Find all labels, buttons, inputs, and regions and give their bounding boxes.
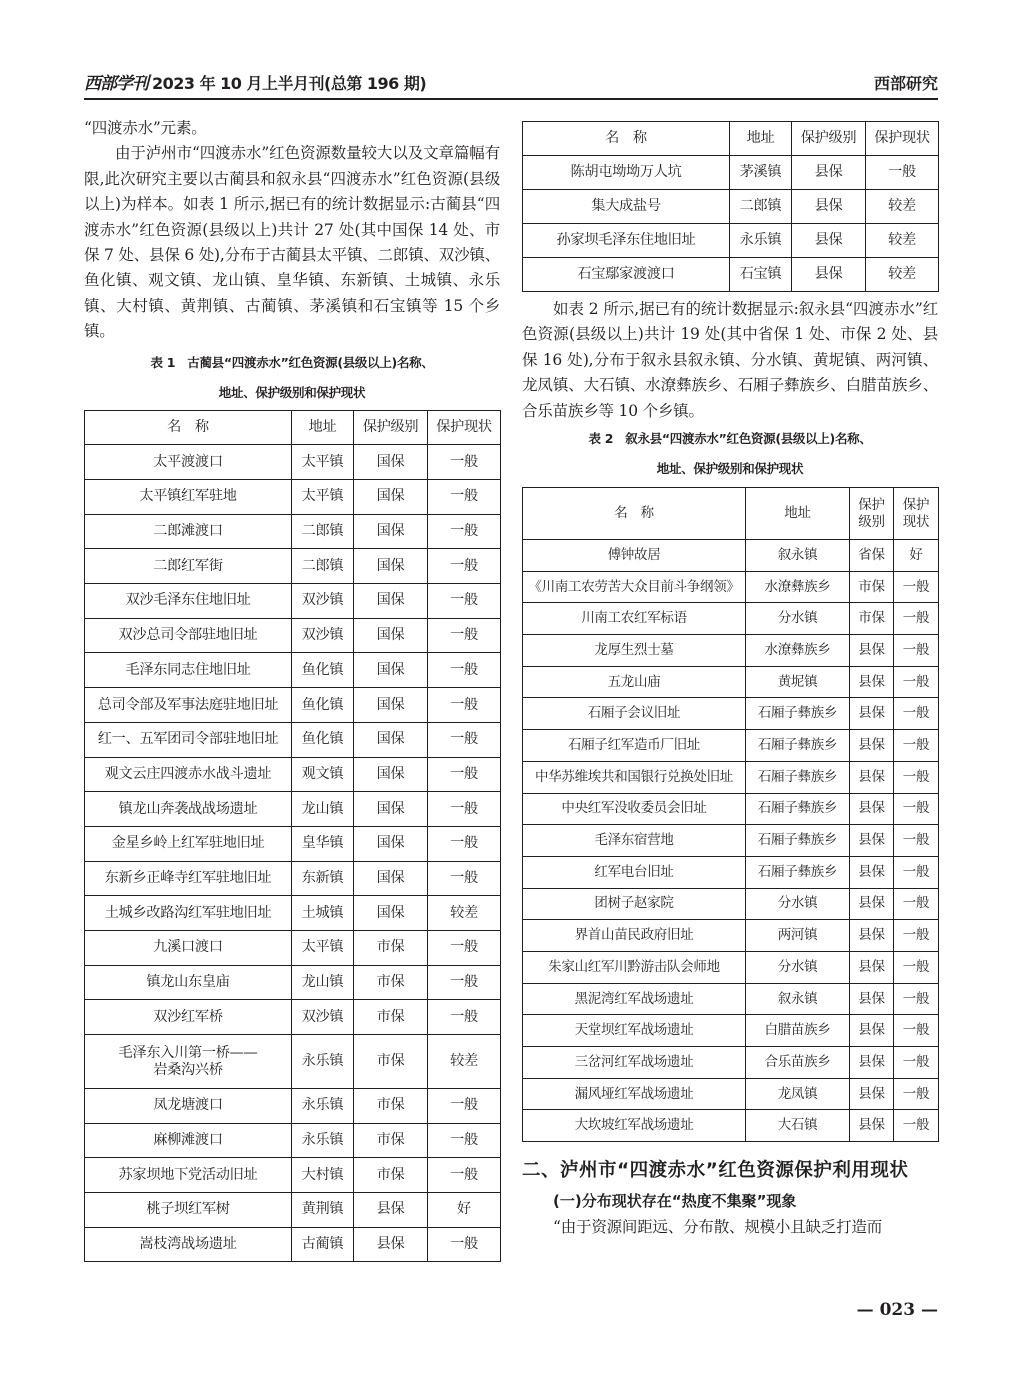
table-cell: 一般 xyxy=(894,920,939,952)
table-cell: 市保 xyxy=(850,603,894,635)
table-cell: 一般 xyxy=(428,930,501,965)
table-cell: 中华苏维埃共和国银行兑换处旧址 xyxy=(523,761,746,793)
table-cell: 双沙镇 xyxy=(292,1000,354,1035)
table-cell: 一般 xyxy=(894,825,939,857)
table-cell: 永乐镇 xyxy=(730,224,792,258)
table-row xyxy=(523,856,939,888)
table-cell: 石厢子彝族乡 xyxy=(746,856,850,888)
table-cell: 二郎镇 xyxy=(730,190,792,224)
column-header: 地址 xyxy=(730,122,792,156)
table-cell: 国保 xyxy=(354,861,428,896)
table-cell: 水潦彝族乡 xyxy=(746,571,850,603)
table-cell: 县保 xyxy=(850,920,894,952)
table-cell: 太平镇 xyxy=(292,445,354,480)
table-cell: 黑泥湾红军战场遗址 xyxy=(523,983,746,1015)
table-cell: 苏家坝地下党活动旧址 xyxy=(85,1158,292,1193)
table-cell: 市保 xyxy=(354,965,428,1000)
column-header: 保护现状 xyxy=(428,410,501,445)
table-cell: 双沙红军桥 xyxy=(85,1000,292,1035)
table-cell: 县保 xyxy=(354,1193,428,1228)
table-cell: 土城镇 xyxy=(292,896,354,931)
table-cell: 傅钟故居 xyxy=(523,540,746,572)
table-row xyxy=(523,1110,939,1142)
table-row xyxy=(523,635,939,667)
table-cell: 古蔺镇 xyxy=(292,1227,354,1262)
table-cell: 叙永镇 xyxy=(746,983,850,1015)
table-cell: 一般 xyxy=(894,856,939,888)
table-cell: 一般 xyxy=(894,983,939,1015)
table-cell: 一般 xyxy=(428,1123,501,1158)
table-row xyxy=(523,603,939,635)
table-cell: 一般 xyxy=(894,1110,939,1142)
table-cell: 水潦彝族乡 xyxy=(746,635,850,667)
section-name: 西部研究 xyxy=(873,74,938,93)
table-cell: 一般 xyxy=(428,1227,501,1262)
table-cell: 市保 xyxy=(354,1000,428,1035)
table-cell: 国保 xyxy=(354,688,428,723)
table-cell: 好 xyxy=(428,1193,501,1228)
table-header-row xyxy=(523,122,939,156)
table-cell: 国保 xyxy=(354,653,428,688)
table-cell: 县保 xyxy=(850,856,894,888)
table-cell: 一般 xyxy=(866,156,939,190)
table-cell: 一般 xyxy=(428,618,501,653)
table-cell: 大石镇 xyxy=(746,1110,850,1142)
table-cell: 永乐镇 xyxy=(292,1035,354,1089)
table-cell: 毛泽东宿营地 xyxy=(523,825,746,857)
table-cell: 县保 xyxy=(354,1227,428,1262)
table-cell: 一般 xyxy=(894,951,939,983)
table-row xyxy=(523,761,939,793)
table-cell: 石厢子彝族乡 xyxy=(746,730,850,762)
table-cell: 一般 xyxy=(428,549,501,584)
table-cell: 一般 xyxy=(894,793,939,825)
table-cell: 石厢子会议旧址 xyxy=(523,698,746,730)
table-cell: 一般 xyxy=(894,635,939,667)
table-header-row xyxy=(85,410,501,445)
table-row xyxy=(523,793,939,825)
table-row xyxy=(523,1047,939,1079)
table-cell: 双沙总司令部驻地旧址 xyxy=(85,618,292,653)
table-row xyxy=(85,514,501,549)
table-cell: 龙厚生烈士墓 xyxy=(523,635,746,667)
table-cell: 一般 xyxy=(428,445,501,480)
table-row xyxy=(85,826,501,861)
table2-caption xyxy=(522,424,938,484)
paragraph-continued: “四渡赤水”元素。 xyxy=(84,119,207,137)
table-cell: 县保 xyxy=(792,156,866,190)
subsection-heading: (一)分布现状存在“热度不集聚”现象 xyxy=(553,1192,797,1211)
table-cell: 国保 xyxy=(354,445,428,480)
column-header: 保护 级别 xyxy=(850,488,894,540)
table-cell: 国保 xyxy=(354,896,428,931)
table-cell: 县保 xyxy=(850,825,894,857)
table-cell: 石厢子彝族乡 xyxy=(746,698,850,730)
table-cell: 分水镇 xyxy=(746,888,850,920)
table-row xyxy=(85,1193,501,1228)
table-cell: 天堂坝红军战场遗址 xyxy=(523,1015,746,1047)
table2-caption-line1: 表 2 叙永县“四渡赤水”红色资源(县级以上)名称、 xyxy=(588,431,872,447)
table-row xyxy=(523,224,939,258)
table-row xyxy=(523,730,939,762)
table-cell: 太平镇红军驻地 xyxy=(85,480,292,515)
table-row xyxy=(85,896,501,931)
table-cell: 《川南工农劳苦大众目前斗争纲领》 xyxy=(523,571,746,603)
table-cell: 较差 xyxy=(866,224,939,258)
table-cell: 双沙镇 xyxy=(292,618,354,653)
table-cell: 两河镇 xyxy=(746,920,850,952)
column-header: 保护现状 xyxy=(866,122,939,156)
table-cell: 嵩枝湾战场遗址 xyxy=(85,1227,292,1262)
column-header: 名 称 xyxy=(523,122,730,156)
table-cell: 集大成盐号 xyxy=(523,190,730,224)
table-cell: 二郎滩渡口 xyxy=(85,514,292,549)
table-cell: 国保 xyxy=(354,757,428,792)
table-cell: 永乐镇 xyxy=(292,1123,354,1158)
table-cell: 中央红军没收委员会旧址 xyxy=(523,793,746,825)
table-cell: 二郎镇 xyxy=(292,514,354,549)
table-cell: 东新镇 xyxy=(292,861,354,896)
column-header: 名 称 xyxy=(523,488,746,540)
table-row xyxy=(85,445,501,480)
table-row xyxy=(523,571,939,603)
table-row xyxy=(85,722,501,757)
table-cell: 毛泽东入川第一桥—— 岩桑沟兴桥 xyxy=(85,1035,292,1089)
table-cell: 石厢子彝族乡 xyxy=(746,761,850,793)
table-cell: 市保 xyxy=(354,1123,428,1158)
table-cell: 鱼化镇 xyxy=(292,722,354,757)
table-row xyxy=(523,666,939,698)
table-cell: 总司令部及军事法庭驻地旧址 xyxy=(85,688,292,723)
table-cell: 县保 xyxy=(850,666,894,698)
table-1-continued xyxy=(522,121,939,292)
table-row xyxy=(85,1123,501,1158)
table-row xyxy=(523,540,939,572)
table-cell: 一般 xyxy=(428,514,501,549)
page-number: — 023 — xyxy=(856,1300,938,1320)
table-cell: 桃子坝红军树 xyxy=(85,1193,292,1228)
table-row xyxy=(523,951,939,983)
table-cell: 叙永镇 xyxy=(746,540,850,572)
table-row xyxy=(85,1089,501,1124)
table-cell: 孙家坝毛泽东住地旧址 xyxy=(523,224,730,258)
table-cell: 较差 xyxy=(866,190,939,224)
table-cell: 龙凤镇 xyxy=(746,1078,850,1110)
table-cell: 一般 xyxy=(428,1089,501,1124)
table-cell: 鱼化镇 xyxy=(292,653,354,688)
table-cell: 团树子赵家院 xyxy=(523,888,746,920)
table-row xyxy=(85,618,501,653)
table-row xyxy=(85,792,501,827)
table-row xyxy=(85,1158,501,1193)
table-cell: 一般 xyxy=(894,1047,939,1079)
table-cell: 一般 xyxy=(894,1078,939,1110)
column-header: 保护级别 xyxy=(792,122,866,156)
table-cell: 一般 xyxy=(894,730,939,762)
table-cell: 一般 xyxy=(428,861,501,896)
table-row xyxy=(85,1000,501,1035)
table-cell: 好 xyxy=(894,540,939,572)
table-2 xyxy=(522,487,939,1142)
table-cell: 朱家山红军川黔游击队会师地 xyxy=(523,951,746,983)
table-header-row xyxy=(523,488,939,540)
table-row xyxy=(85,1227,501,1262)
table-cell: 县保 xyxy=(850,983,894,1015)
table-cell: 一般 xyxy=(894,603,939,635)
table-cell: 县保 xyxy=(850,1078,894,1110)
table-cell: 永乐镇 xyxy=(292,1089,354,1124)
table-row xyxy=(85,688,501,723)
table-cell: 一般 xyxy=(894,571,939,603)
table-cell: 县保 xyxy=(850,1015,894,1047)
table-row xyxy=(85,930,501,965)
table-cell: 县保 xyxy=(850,761,894,793)
table-cell: 市保 xyxy=(354,1158,428,1193)
table-cell: 市保 xyxy=(354,930,428,965)
table-cell: 国保 xyxy=(354,514,428,549)
page-header xyxy=(84,70,938,100)
table-cell: 一般 xyxy=(428,792,501,827)
table-row xyxy=(523,888,939,920)
table-cell: 分水镇 xyxy=(746,603,850,635)
header-left xyxy=(84,69,426,94)
table-cell: 市保 xyxy=(354,1035,428,1089)
table-cell: 东新乡正峰寺红军驻地旧址 xyxy=(85,861,292,896)
table-cell: 大村镇 xyxy=(292,1158,354,1193)
table-cell: 县保 xyxy=(792,224,866,258)
table-cell: 一般 xyxy=(894,698,939,730)
table-cell: 一般 xyxy=(428,1158,501,1193)
table-cell: 毛泽东同志住地旧址 xyxy=(85,653,292,688)
table-cell: 一般 xyxy=(428,826,501,861)
paragraph-intro: 由于泸州市“四渡赤水”红色资源数量较大以及文章篇幅有限,此次研究主要以古蔺县和叙永县“四渡赤水”红色资源(县级以上)为样本。如表 1 所示,据已有的统计数据显示:古蔺县“四渡赤水”红色资源(县级以上)共计 27 处(其中国保 14 处、市保 7 处、县保 6 处),分布于古蔺县太平镇、二郎镇、双沙镇、鱼化镇、观文镇、龙山镇、皇华镇、东新镇、土城镇、永乐镇、大村镇、黄荆镇、古蔺镇、茅溪镇和石宝镇等 15 个乡镇。 xyxy=(84,144,501,341)
table-row xyxy=(85,584,501,619)
table-cell: 茅溪镇 xyxy=(730,156,792,190)
table-cell: 国保 xyxy=(354,584,428,619)
table-cell: 一般 xyxy=(894,666,939,698)
table-cell: 石宝鄢家渡渡口 xyxy=(523,258,730,292)
issue-info: 2023 年 10 月上半月刊(总第 196 期) xyxy=(152,74,427,93)
paragraph-table2-intro: 如表 2 所示,据已有的统计数据显示:叙永县“四渡赤水”红色资源(县级以上)共计 19 处(其中省保 1 处、市保 2 处、县保 16 处),分布于叙永县叙永镇、分水镇、黄坭镇、两河镇、龙凤镇、大石镇、水潦彝族乡、石厢子彝族乡、白腊苗族乡、合乐苗族乡等 10 个乡镇。 xyxy=(522,300,938,420)
table2-caption-line2: 地址、保护级别和保护现状 xyxy=(656,461,804,477)
table-cell: 黄坭镇 xyxy=(746,666,850,698)
table-cell: 分水镇 xyxy=(746,951,850,983)
table-row xyxy=(85,653,501,688)
table-row xyxy=(85,757,501,792)
table-cell: 石厢子彝族乡 xyxy=(746,793,850,825)
table-cell: 国保 xyxy=(354,792,428,827)
table-cell: 白腊苗族乡 xyxy=(746,1015,850,1047)
table-cell: 一般 xyxy=(428,653,501,688)
table-cell: 县保 xyxy=(850,698,894,730)
table-cell: 国保 xyxy=(354,826,428,861)
table-cell: 国保 xyxy=(354,549,428,584)
table-cell: 石厢子红军造币厂旧址 xyxy=(523,730,746,762)
table-cell: 红军电台旧址 xyxy=(523,856,746,888)
table-cell: 市保 xyxy=(354,1089,428,1124)
column-header: 名 称 xyxy=(85,410,292,445)
paragraph-final: “由于资源间距远、分布散、规模小且缺乏打造而 xyxy=(553,1218,883,1237)
table-cell: 一般 xyxy=(894,761,939,793)
table-cell: 镇龙山奔袭战战场遗址 xyxy=(85,792,292,827)
table-row xyxy=(85,861,501,896)
table-cell: 一般 xyxy=(428,1000,501,1035)
table-cell: 凤龙塘渡口 xyxy=(85,1089,292,1124)
table-1 xyxy=(84,410,501,1263)
table-cell: 大坎坡红军战场遗址 xyxy=(523,1110,746,1142)
table-cell: 三岔河红军战场遗址 xyxy=(523,1047,746,1079)
table-cell: 黄荆镇 xyxy=(292,1193,354,1228)
table-row xyxy=(523,156,939,190)
table-cell: 镇龙山东皇庙 xyxy=(85,965,292,1000)
table-cell: 县保 xyxy=(850,730,894,762)
table-cell: 龙山镇 xyxy=(292,792,354,827)
table-cell: 太平镇 xyxy=(292,480,354,515)
section-heading: 二、泸州市“四渡赤水”红色资源保护利用现状 xyxy=(522,1160,909,1182)
table-cell: 国保 xyxy=(354,480,428,515)
table-cell: 鱼化镇 xyxy=(292,688,354,723)
table-cell: 观文云庄四渡赤水战斗遗址 xyxy=(85,757,292,792)
table-cell: 一般 xyxy=(428,722,501,757)
table-cell: 陈胡屯坳坳万人坑 xyxy=(523,156,730,190)
table-row xyxy=(85,549,501,584)
table-cell: 合乐苗族乡 xyxy=(746,1047,850,1079)
table-cell: 漏风垭红军战场遗址 xyxy=(523,1078,746,1110)
left-column xyxy=(84,116,500,1262)
table-cell: 县保 xyxy=(850,1047,894,1079)
table-row xyxy=(523,825,939,857)
table1-caption-line1: 表 1 古蔺县“四渡赤水”红色资源(县级以上)名称、 xyxy=(150,354,434,370)
table-cell: 县保 xyxy=(850,793,894,825)
table-cell: 较差 xyxy=(866,258,939,292)
table-cell: 五龙山庙 xyxy=(523,666,746,698)
table-cell: 石厢子彝族乡 xyxy=(746,825,850,857)
table-cell: 一般 xyxy=(428,757,501,792)
right-column xyxy=(522,121,938,1241)
column-header: 保护 现状 xyxy=(894,488,939,540)
column-header: 地址 xyxy=(746,488,850,540)
table-cell: 国保 xyxy=(354,618,428,653)
table-cell: 观文镇 xyxy=(292,757,354,792)
table-cell: 麻柳滩渡口 xyxy=(85,1123,292,1158)
table-cell: 省保 xyxy=(850,540,894,572)
table-cell: 县保 xyxy=(792,258,866,292)
table1-caption xyxy=(84,348,500,408)
column-header: 地址 xyxy=(292,410,354,445)
table-cell: 县保 xyxy=(850,1110,894,1142)
table-cell: 一般 xyxy=(894,1015,939,1047)
table-row xyxy=(523,190,939,224)
table-cell: 界首山苗民政府旧址 xyxy=(523,920,746,952)
table-row xyxy=(85,965,501,1000)
table-row xyxy=(523,1078,939,1110)
table-cell: 一般 xyxy=(428,584,501,619)
table-cell: 一般 xyxy=(428,965,501,1000)
table-cell: 一般 xyxy=(428,688,501,723)
table-cell: 龙山镇 xyxy=(292,965,354,1000)
table-cell: 较差 xyxy=(428,896,501,931)
table-cell: 市保 xyxy=(850,571,894,603)
table-cell: 土城乡改路沟红军驻地旧址 xyxy=(85,896,292,931)
table-row xyxy=(523,920,939,952)
table-row xyxy=(85,1035,501,1089)
table-cell: 金星乡岭上红军驻地旧址 xyxy=(85,826,292,861)
table-cell: 双沙毛泽东住地旧址 xyxy=(85,584,292,619)
table-cell: 较差 xyxy=(428,1035,501,1089)
table-cell: 二郎镇 xyxy=(292,549,354,584)
table-cell: 县保 xyxy=(850,888,894,920)
table-cell: 县保 xyxy=(850,635,894,667)
table-cell: 二郎红军街 xyxy=(85,549,292,584)
table-cell: 县保 xyxy=(850,951,894,983)
table-row xyxy=(523,983,939,1015)
table1-caption-line2: 地址、保护级别和保护现状 xyxy=(218,384,366,400)
table-cell: 红一、五军团司令部驻地旧址 xyxy=(85,722,292,757)
table-cell: 九溪口渡口 xyxy=(85,930,292,965)
journal-logo: 西部学刊 xyxy=(84,74,148,94)
table-row xyxy=(85,480,501,515)
table-cell: 国保 xyxy=(354,722,428,757)
table-cell: 川南工农红军标语 xyxy=(523,603,746,635)
table-cell: 皇华镇 xyxy=(292,826,354,861)
column-header: 保护级别 xyxy=(354,410,428,445)
table-cell: 一般 xyxy=(894,888,939,920)
table-cell: 一般 xyxy=(428,480,501,515)
table-row xyxy=(523,258,939,292)
table-cell: 太平镇 xyxy=(292,930,354,965)
table-row xyxy=(523,1015,939,1047)
table-cell: 石宝镇 xyxy=(730,258,792,292)
table-cell: 太平渡渡口 xyxy=(85,445,292,480)
table-cell: 双沙镇 xyxy=(292,584,354,619)
table-cell: 县保 xyxy=(792,190,866,224)
table-row xyxy=(523,698,939,730)
